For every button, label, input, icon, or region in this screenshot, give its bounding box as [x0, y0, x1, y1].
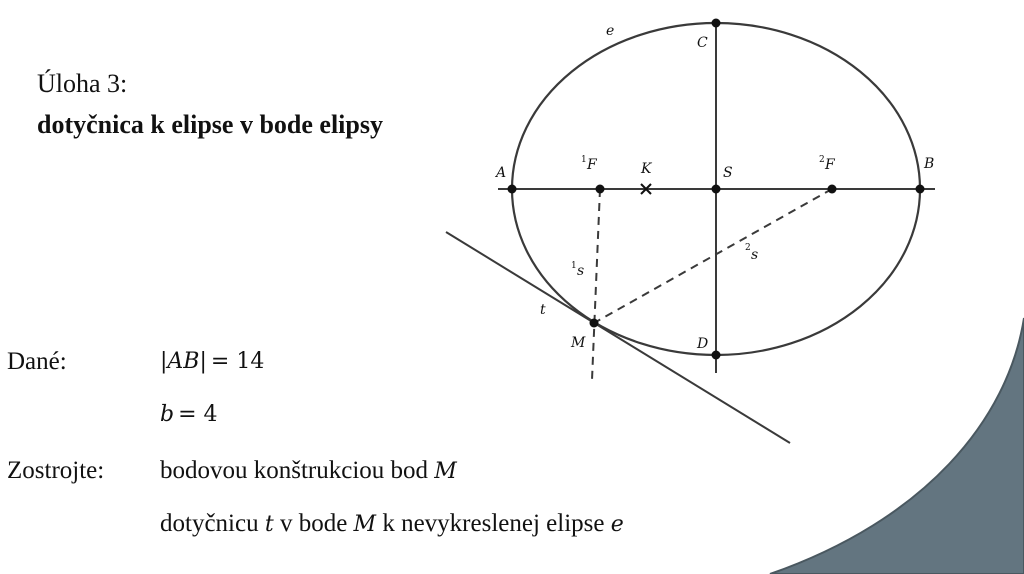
- construct-line-1: [160, 457, 457, 485]
- label-k: K: [641, 161, 652, 177]
- label-a: A: [496, 165, 507, 181]
- construct-line-2-a: dotyčnicu: [160, 510, 259, 537]
- given-line-2: [160, 402, 218, 427]
- label-d: D: [697, 336, 709, 352]
- point-focus-1: [596, 185, 605, 194]
- construct-label: Zostrojte:: [7, 457, 105, 484]
- focal-line-2s: [594, 189, 832, 323]
- construct-var-m2: M: [353, 512, 377, 537]
- point-focus-2: [828, 185, 837, 194]
- construct-line-2-c: k nevykreslenej elipse: [382, 510, 605, 537]
- label-focus-1: F: [587, 157, 597, 173]
- label-focus-1-sup: 1: [581, 155, 587, 165]
- label-1s: s: [577, 263, 585, 279]
- construct-line-2: [160, 510, 624, 538]
- label-s: S: [723, 165, 733, 181]
- label-c: C: [697, 35, 708, 51]
- focal-line-1s: [592, 189, 600, 380]
- construct-var-m: M: [434, 459, 457, 484]
- label-2s-sup: 2: [745, 243, 751, 253]
- label-focus-2: F: [825, 157, 835, 173]
- tangent-line-t: [446, 232, 790, 443]
- label-focus-2-sup: 2: [819, 155, 825, 165]
- point-m: [590, 319, 599, 328]
- task-title: Úloha 3:: [37, 69, 128, 98]
- point-b: [916, 185, 925, 194]
- point-d: [712, 351, 721, 360]
- task-subtitle: dotyčnica k elipse v bode elipsy: [37, 110, 383, 139]
- construct-var-t: t: [264, 512, 274, 537]
- point-c: [712, 19, 721, 28]
- construct-var-e: e: [610, 512, 624, 537]
- label-2s: s: [751, 247, 759, 263]
- given-ab: |AB|: [160, 349, 207, 374]
- label-t: t: [540, 302, 546, 318]
- label-e: e: [606, 23, 615, 39]
- point-a: [508, 185, 517, 194]
- label-1s-sup: 1: [571, 261, 577, 271]
- given-line-1: [160, 349, 264, 374]
- construct-line-1-text: bodovou konštrukciou bod: [160, 457, 429, 484]
- given-label: Dané:: [7, 348, 67, 375]
- point-s: [712, 185, 721, 194]
- label-b: B: [924, 156, 935, 172]
- given-b: b: [160, 402, 175, 427]
- construct-line-2-b: v bode: [279, 510, 348, 537]
- given-ab-value: = 14: [210, 349, 265, 374]
- given-b-value: = 4: [178, 402, 218, 427]
- label-m: M: [571, 335, 586, 351]
